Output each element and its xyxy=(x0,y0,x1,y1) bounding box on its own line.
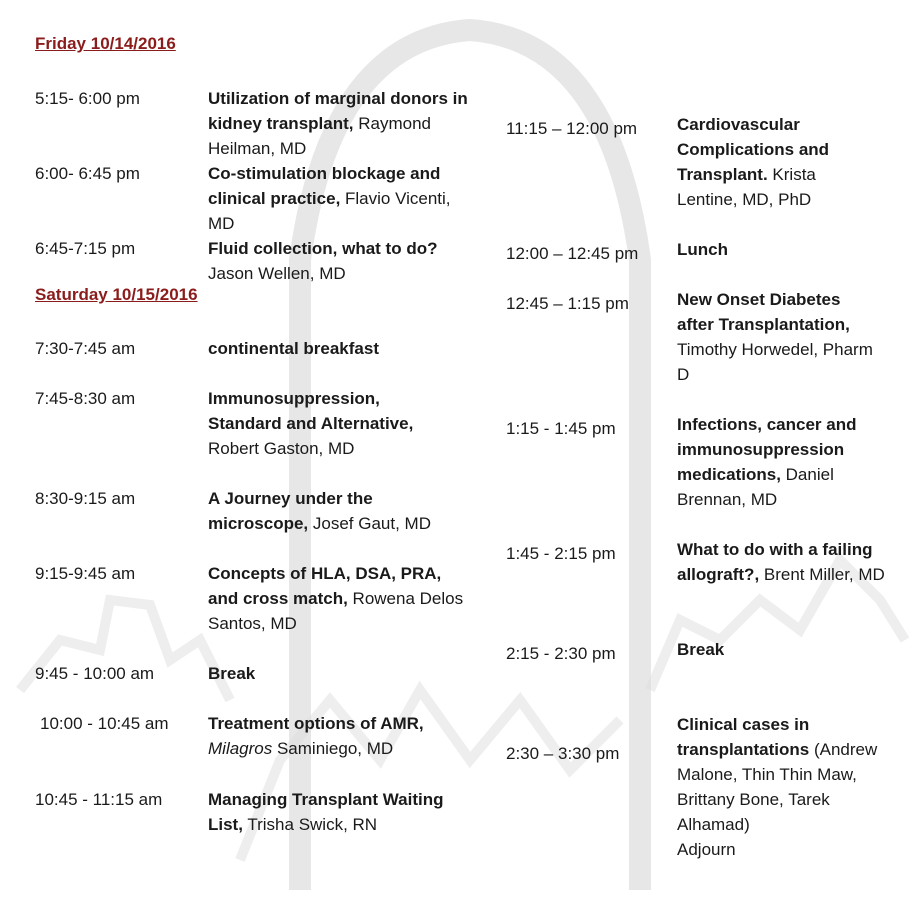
session xyxy=(208,161,478,236)
session-title: continental breakfast xyxy=(208,339,379,358)
time: 10:00 - 10:45 am xyxy=(40,714,169,733)
time: 1:45 - 2:15 pm xyxy=(506,544,616,563)
session-title: Clinical cases in transplantations xyxy=(677,715,810,759)
session-speaker: (Andrew Malone, Thin Thin Maw, Brittany Bone, Tarek Alhamad) xyxy=(677,740,878,834)
session xyxy=(208,386,458,461)
session xyxy=(208,661,468,686)
session-speaker: Raymond Heilman, MD xyxy=(208,114,431,158)
session-title: Break xyxy=(677,640,725,659)
session-title: Managing Transplant Waiting List, xyxy=(208,790,444,834)
time: 9:15-9:45 am xyxy=(35,564,136,583)
time: 10:45 - 11:15 am xyxy=(35,790,163,809)
session-title: Co-stimulation blockage and clinical practice, xyxy=(208,164,441,208)
time: 7:30-7:45 am xyxy=(35,339,136,358)
time: 5:15- 6:00 pm xyxy=(35,89,140,108)
session xyxy=(677,287,877,387)
time: 1:15 - 1:45 pm xyxy=(506,419,616,438)
session xyxy=(677,637,877,662)
time: 9:45 - 10:00 am xyxy=(35,664,155,683)
session xyxy=(208,236,478,286)
session xyxy=(208,711,468,761)
session xyxy=(677,712,905,862)
session xyxy=(677,237,877,262)
time: 12:45 – 1:15 pm xyxy=(506,294,629,313)
session-title: New Onset Diabetes after Transplantation, xyxy=(677,290,850,334)
time: 2:15 - 2:30 pm xyxy=(506,644,616,663)
time: 12:00 – 12:45 pm xyxy=(506,244,639,263)
session xyxy=(208,486,468,536)
session-speaker: Josef Gaut, MD xyxy=(308,514,431,533)
adjourn-label: Adjourn xyxy=(677,840,736,859)
session-title: Lunch xyxy=(677,240,728,259)
session-speaker-italic: Milagros xyxy=(208,739,273,758)
time: 2:30 – 3:30 pm xyxy=(506,744,620,763)
session-speaker: Krista Lentine, MD, PhD xyxy=(677,165,816,209)
time: 11:15 – 12:00 pm xyxy=(506,119,638,138)
session-title: What to do with a failing allograft?, xyxy=(677,540,873,584)
session-speaker: Timothy Horwedel, Pharm D xyxy=(677,340,873,384)
saturday-heading: Saturday 10/15/2016 xyxy=(35,285,198,304)
time: 6:45-7:15 pm xyxy=(35,239,136,258)
session xyxy=(208,561,468,636)
session-title: Immunosuppression, Standard and Alternative, xyxy=(208,389,414,433)
time: 8:30-9:15 am xyxy=(35,489,136,508)
session-speaker: Robert Gaston, MD xyxy=(208,439,355,458)
session-speaker: Saminiego, MD xyxy=(272,739,394,758)
session-title: A Journey under the microscope, xyxy=(208,489,373,533)
session-speaker: Daniel Brennan, MD xyxy=(677,465,834,509)
session-speaker: Trisha Swick, RN xyxy=(242,815,378,834)
session-title: Infections, cancer and immunosuppression medications, xyxy=(677,415,857,484)
session-title: Cardiovascular Complications and Transplant. xyxy=(677,115,830,184)
session-speaker: Brent Miller, MD xyxy=(759,565,885,584)
session xyxy=(677,412,877,512)
time: 6:00- 6:45 pm xyxy=(35,164,140,183)
session xyxy=(677,112,877,212)
session-speaker: Flavio Vicenti, MD xyxy=(208,189,451,233)
session-speaker: Rowena Delos Santos, MD xyxy=(208,589,464,633)
session-title: Break xyxy=(208,664,256,683)
session-title: Fluid collection, what to do? xyxy=(208,239,438,258)
session xyxy=(208,86,478,161)
session xyxy=(208,787,473,837)
session-title: Treatment options of AMR, xyxy=(208,714,424,733)
time: 7:45-8:30 am xyxy=(35,389,136,408)
session-title: Utilization of marginal donors in kidney transplant xyxy=(208,89,468,133)
session-title-sep: , xyxy=(348,114,354,133)
session xyxy=(677,537,902,587)
session-title: Concepts of HLA, DSA, PRA, and cross match, xyxy=(208,564,442,608)
friday-heading: Friday 10/14/2016 xyxy=(35,34,176,53)
session xyxy=(208,336,478,361)
session-speaker: Jason Wellen, MD xyxy=(208,264,346,283)
